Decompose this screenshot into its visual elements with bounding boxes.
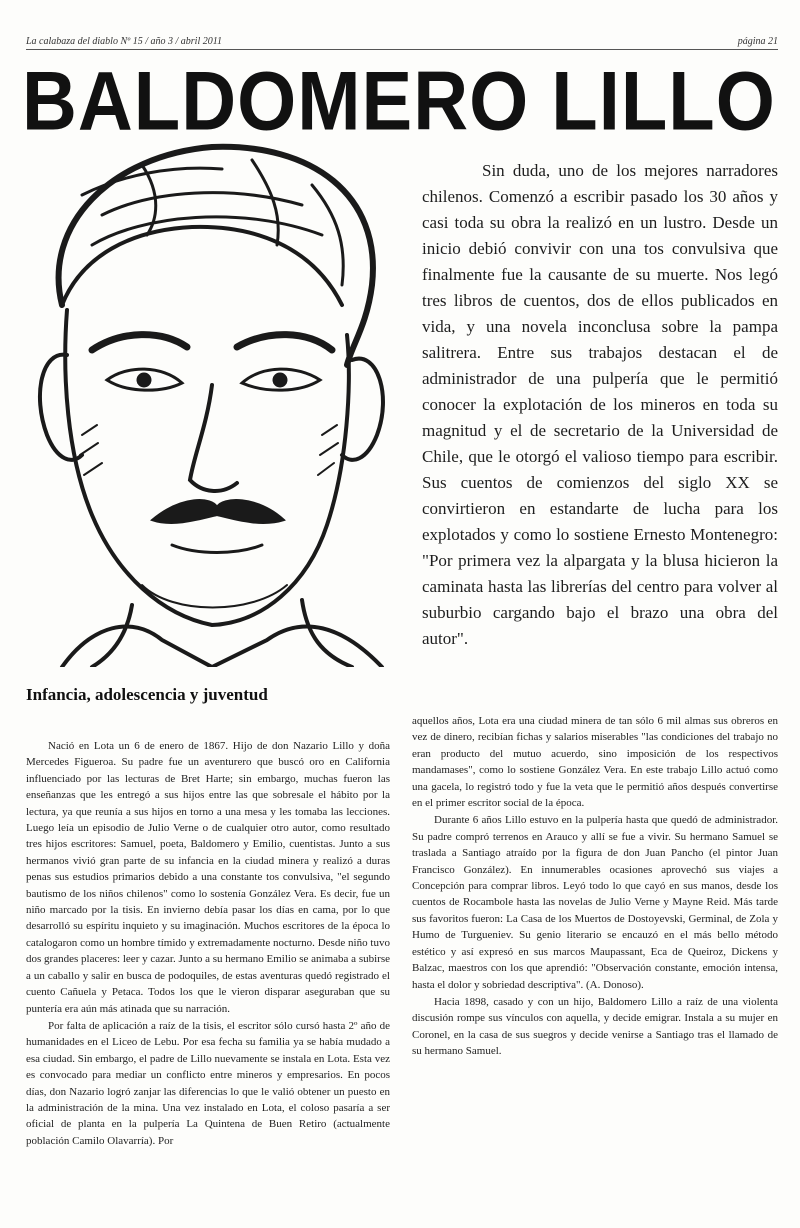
portrait-illustration-icon bbox=[22, 135, 414, 667]
paragraph: Nació en Lota un 6 de enero de 1867. Hijo de don Nazario Lillo y doña Mercedes Figueroa. Su padre fue un aventurero que buscó oro en California influenciado por las lecturas de Bret Harte; sin embargo, muchas fueron las enseñanzas que les entregó a sus hijos entre las que sobresale el hábito por la lectura, ya que reunía a sus hijos en torno a una mesa y les tomaba las lecciones. Luego leía un episodio de Julio Verne o de cualquier otro autor, como resultado tres hijos escritores: Samuel, poeta, Baldomero y Emilio, cuentistas. Junto a sus hermanos vivió gran parte de su infancia en la ciudad minera y realizó a duras penas sus estudios primarios debido a una constante tos convulsiva, "el segundo bautismo de los niños chilenos" como lo sostenía González Vera. Es decir, fue un niño marcado por la tisis. En invierno debía pasar los días en cama, por lo que desarrolló su espíritu inquieto y su imaginación. Muchos escritores de la época lo catalogaron como un hombre tímido y extremadamente nocturno. Desde niño tuvo dos grandes placeres: leer y cazar. Junto a su hermano Emilio se animaba a subirse a un caballo y salir en busca de podoquiles, de estas aventuras quedó registrado el cuento Cañuela y Petaca. Todos los que le vieron disparar aseguraban que su puntería era aún más atinada que su narración. bbox=[26, 740, 390, 1015]
header-rule bbox=[26, 49, 778, 50]
right-column bbox=[412, 713, 778, 1060]
paragraph: Hacia 1898, casado y con un hijo, Baldomero Lillo a raíz de una violenta discusión rompe sus vínculos con aquella, y decide emigrar. Instala a su mujer en Coronel, en la casa de sus suegros y decide venirse a Santiago tras el llamado de su hermano Samuel. bbox=[412, 995, 778, 1058]
intro-paragraph bbox=[422, 158, 778, 652]
paragraph: aquellos años, Lota era una ciudad minera de tan sólo 6 mil almas sus obreros en vez de dinero, recibían fichas y salarios miserables "las condiciones del trabajo no eran producto del mutuo acuerdo, sino imposición de los respectivos mandamases", como lo sostiene González Vera. En este trabajo Lillo actuó como una gacela, lo registró todo y fue la veta que le permitió años después convertirse en el primer escritor social de la época. bbox=[412, 715, 778, 810]
intro-text: Sin duda, uno de los mejores narradores chilenos. Comenzó a escribir pasado los 30 años y casi toda su obra la realizó en un lustro. Desde un inicio debió convivir con una tos convulsiva que finalmente fue la causante de su muerte. Nos legó tres libros de cuentos, dos de ellos publicados en vida, y una novela inconclusa sobre la pampa salitrera. Entre sus trabajos destacan el de administrador de una pulpería que le permitió conocer la explotación de los mineros en toda su magnitud y el de secretario de la Universidad de Chile, que le otorgó el valioso tiempo para escribir. Sus cuentos de comienzos del siglo XX se convirtieron en estandarte de lucha para los explotados y como lo sostiene Ernesto Montenegro: "Por primera vez la alpargata y la blusa hicieron la caminata hasta las librerías del centro para volver al suburbio cargando bajo el brazo una obra del autor". bbox=[422, 161, 778, 648]
section-heading: Infancia, adolescencia y juventud bbox=[26, 685, 268, 704]
page-number: página 21 bbox=[737, 36, 778, 47]
running-header bbox=[26, 36, 778, 48]
left-column bbox=[26, 738, 390, 1149]
paragraph: Durante 6 años Lillo estuvo en la pulpería hasta que quedó de administrador. Su padre compró terrenos en Arauco y allí se fue a vivir. Su hermano Samuel se traslada a Santiago atraído por la figura de don Juan Pancho (el pintor Juan Francisco González). En innumerables ocasiones aprovechó sus viajes a Concepción para comprar libros. Leyó todo lo que cayó en sus manos, desde los cuentos de Rocambole hasta las novelas de Julio Verne y Mayne Reid. Más tarde sus favoritos fueron: La Casa de los Muertos de Dostoyevski, Germinal, de Zola y Humo de Turgueniev. Su genio literario se encauzó en el más bello método estético y así expresó en sus marcos Maupassant, Eca de Queiroz, Dickens y Balzac, maestros con los que aprendió: "Observación constante, emoción intensa, hasta el dolor y sobriedad descriptiva". (A. Donoso). bbox=[412, 814, 778, 991]
paragraph: Por falta de aplicación a raíz de la tisis, el escritor sólo cursó hasta 2º año de humanidades en el Liceo de Lebu. Por esa fecha su familia ya se había mudado a esa ciudad. Sin embargo, el padre de Lillo nuevamente se instala en Lota. Esta vez es convocado para mediar un conflicto entre mineros y empresarios. En pocos días, don Nazario logró zanjar las diferencias lo que le valió obtener un puesto en la administración de la mina. Una vez instalado en Lota, el coloso pasaría a ser oficial de planta en la pulpería La Quintena de Buen Retiro (actualmente población Camilo Olavarría). Por bbox=[26, 1019, 390, 1147]
article-title: BALDOMERO LILLO bbox=[22, 54, 776, 149]
publication-info: La calabaza del diablo Nº 15 / año 3 / abril 2011 bbox=[26, 36, 222, 47]
